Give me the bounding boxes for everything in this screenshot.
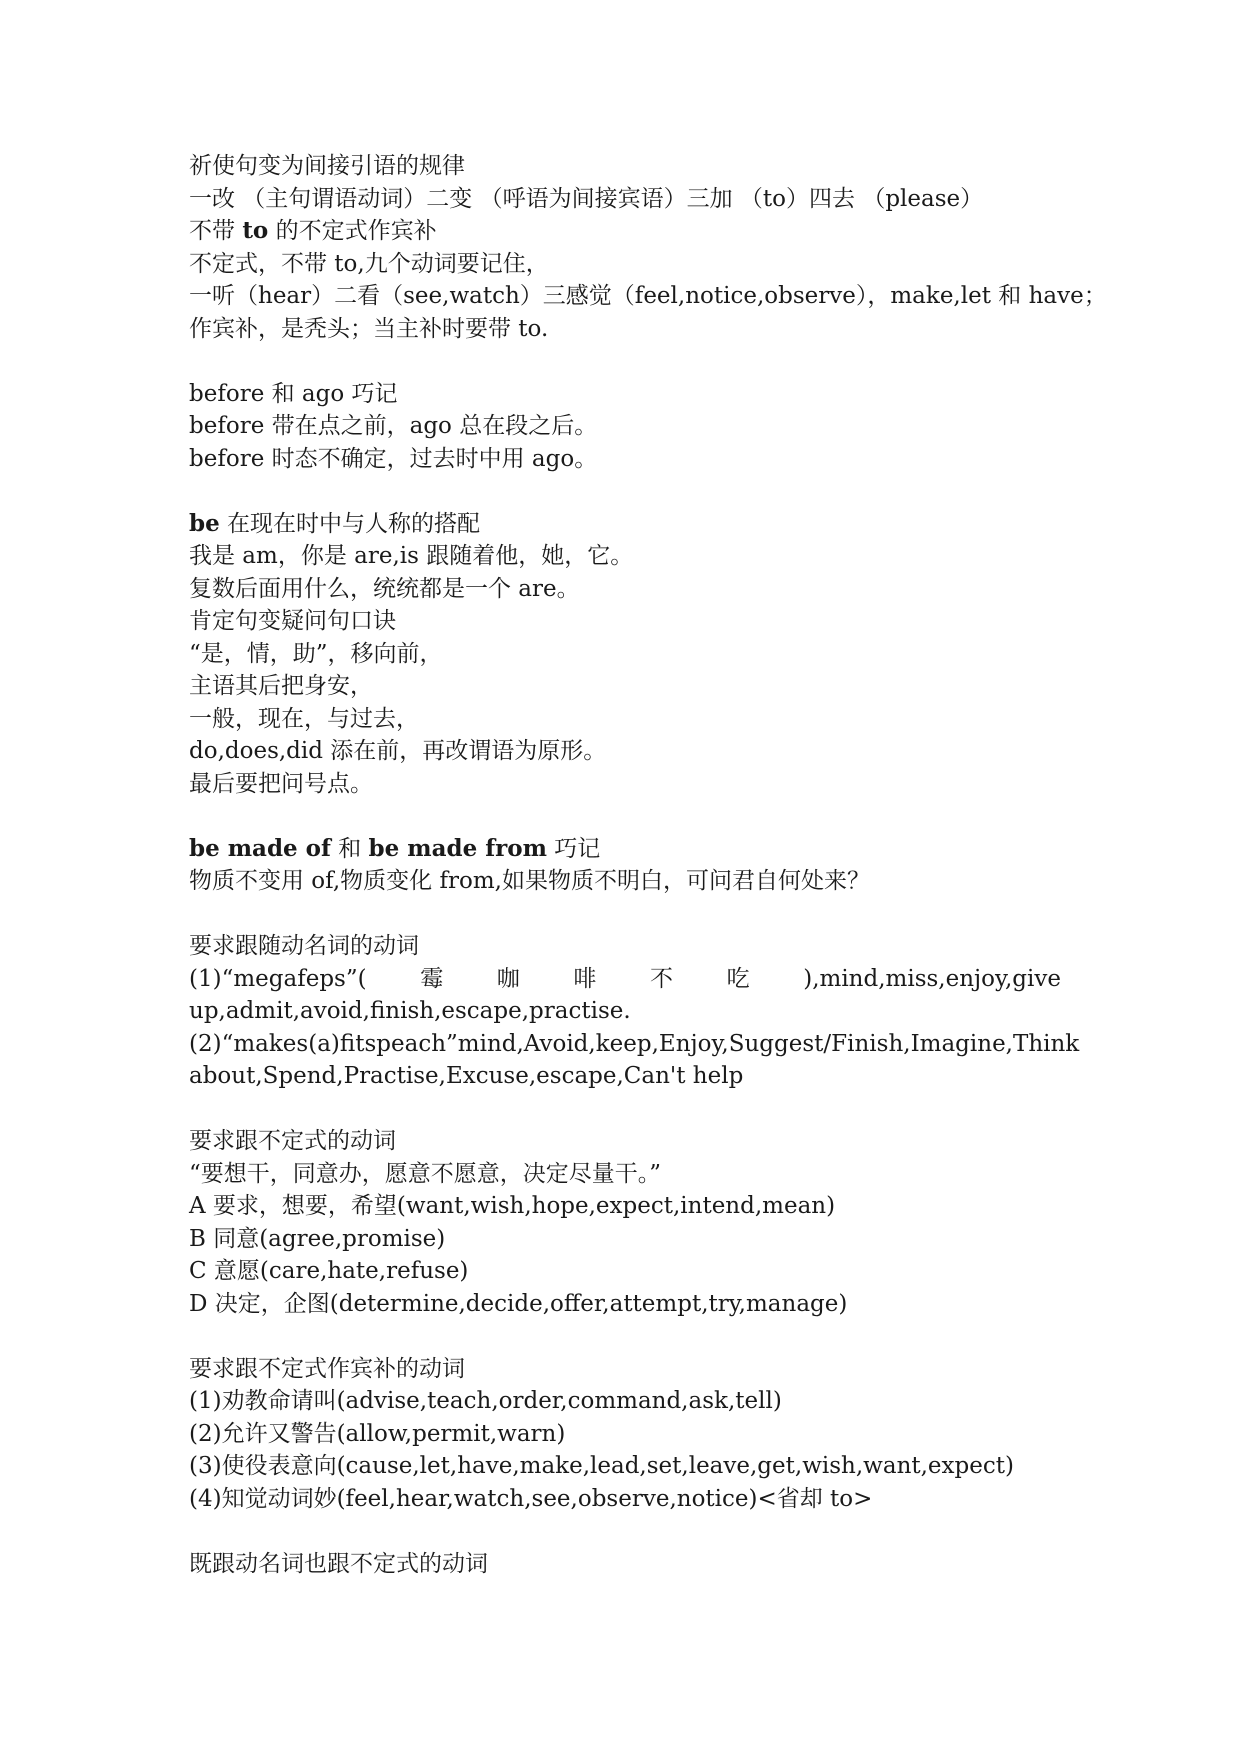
spacer bbox=[189, 800, 1061, 833]
text-span: 不 bbox=[650, 965, 674, 992]
text-line: about,Spend,Practise,Excuse,escape,Can't help bbox=[189, 1063, 744, 1089]
text-line: (4)知觉动词妙(feel,hear,watch,see,observe,notice)<省却 to> bbox=[189, 1485, 873, 1512]
spacer bbox=[189, 475, 1061, 508]
spacer bbox=[189, 1320, 1061, 1353]
text-span: (2)“makes bbox=[189, 1030, 309, 1057]
text-span: (1)“megafeps”( bbox=[189, 965, 367, 992]
text-line: 我是 am，你是 are,is 跟随着他，她，它。 bbox=[189, 543, 634, 569]
document-body bbox=[189, 150, 1107, 1580]
justified-line bbox=[189, 963, 1061, 996]
text-span: fit bbox=[339, 1030, 365, 1057]
text-line: 作宾补，是秃头；当主补时要带 to. bbox=[189, 315, 549, 342]
text-line: 肯定句变疑问句口诀 bbox=[189, 608, 396, 634]
text-span: 的不定式作宾补 bbox=[268, 218, 437, 244]
spacer bbox=[189, 898, 1061, 931]
text-line: (1)劝教命请叫(advise,teach,order,command,ask,tell) bbox=[189, 1388, 782, 1414]
text-line: up,admit,avoid,finish,escape,practise. bbox=[189, 998, 631, 1024]
section-title-infinitive-complement: 要求跟不定式作宾补的动词 bbox=[189, 1355, 465, 1382]
text-line: 物质不变用 of,物质变化 from,如果物质不明白，可问君自何处来？ bbox=[189, 868, 870, 894]
text-line: B 同意(agree,promise) bbox=[189, 1225, 446, 1252]
text-line: 不定式，不带 to,九个动词要记住， bbox=[189, 250, 549, 277]
section-title-both-forms: 既跟动名词也跟不定式的动词 bbox=[189, 1550, 488, 1577]
text-line: C 意愿(care,hate,refuse) bbox=[189, 1258, 469, 1284]
spacer bbox=[189, 345, 1061, 378]
text-line: “是，情，助”，移向前， bbox=[189, 640, 443, 667]
text-span: (a) bbox=[308, 1030, 340, 1057]
text-span: 霉 bbox=[420, 965, 444, 992]
bold-term: be bbox=[189, 509, 220, 537]
section-title-imperative: 祈使句变为间接引语的规律 bbox=[189, 153, 465, 179]
section-title-be bbox=[189, 508, 1061, 541]
text-span: 不带 bbox=[189, 218, 243, 244]
text-line: D 决定，企图(determine,decide,offer,attempt,try,manage) bbox=[189, 1290, 848, 1317]
text-span: 咖 bbox=[496, 965, 520, 992]
text-line: before 带在点之前，ago 总在段之后。 bbox=[189, 413, 598, 439]
section-title-before-ago: before 和 ago 巧记 bbox=[189, 380, 398, 407]
section-title-made-of-from bbox=[189, 833, 1061, 866]
text-line: 复数后面用什么，统统都是一个 are。 bbox=[189, 575, 580, 602]
text-span: 在现在时中与人称的搭配 bbox=[219, 510, 481, 537]
section-title-gerund-verbs: 要求跟随动名词的动词 bbox=[189, 933, 419, 959]
text-line: (2)允许又警告(allow,permit,warn) bbox=[189, 1420, 566, 1447]
text-line: “要想干，同意办，愿意不愿意，决定尽量干。” bbox=[189, 1160, 662, 1187]
bold-term: be made from bbox=[368, 834, 547, 862]
text-span: speach”mind,Avoid,keep,Enjoy,Suggest/Finish,Imagine,Think bbox=[364, 1030, 1080, 1057]
justified-line bbox=[189, 1028, 1080, 1061]
text-line: A 要求，想要，希望(want,wish,hope,expect,intend,mean) bbox=[189, 1193, 836, 1219]
text-line: 一改 （主句谓语动词）二变 （呼语为间接宾语）三加 （to）四去 （please） bbox=[189, 185, 984, 212]
text-line: do,does,did 添在前，再改谓语为原形。 bbox=[189, 738, 607, 764]
section-title-infinitive-verbs: 要求跟不定式的动词 bbox=[189, 1128, 396, 1154]
text-span: 吃 bbox=[726, 965, 750, 992]
text-line: 一听（hear）二看（see,watch）三感觉（feel,notice,observe），make,let 和 have； bbox=[189, 283, 1107, 309]
spacer bbox=[189, 1515, 1061, 1548]
text-span: 啡 bbox=[573, 965, 597, 992]
bold-term: be made of bbox=[189, 834, 331, 862]
text-line: before 时态不确定，过去时中用 ago。 bbox=[189, 445, 598, 472]
text-span: 和 bbox=[330, 835, 369, 862]
text-line: 最后要把问号点。 bbox=[189, 770, 373, 797]
text-line: 一般，现在，与过去， bbox=[189, 705, 419, 732]
text-span: 巧记 bbox=[546, 835, 601, 862]
bold-term: to bbox=[242, 217, 269, 244]
text-line: (3)使役表意向(cause,let,have,make,lead,set,leave,get,wish,want,expect) bbox=[189, 1453, 1014, 1479]
subheading-bare-infinitive bbox=[189, 215, 1061, 248]
text-line: 主语其后把身安， bbox=[189, 673, 373, 699]
spacer bbox=[189, 1093, 1061, 1126]
text-span: ),mind,miss,enjoy,give bbox=[803, 965, 1061, 992]
